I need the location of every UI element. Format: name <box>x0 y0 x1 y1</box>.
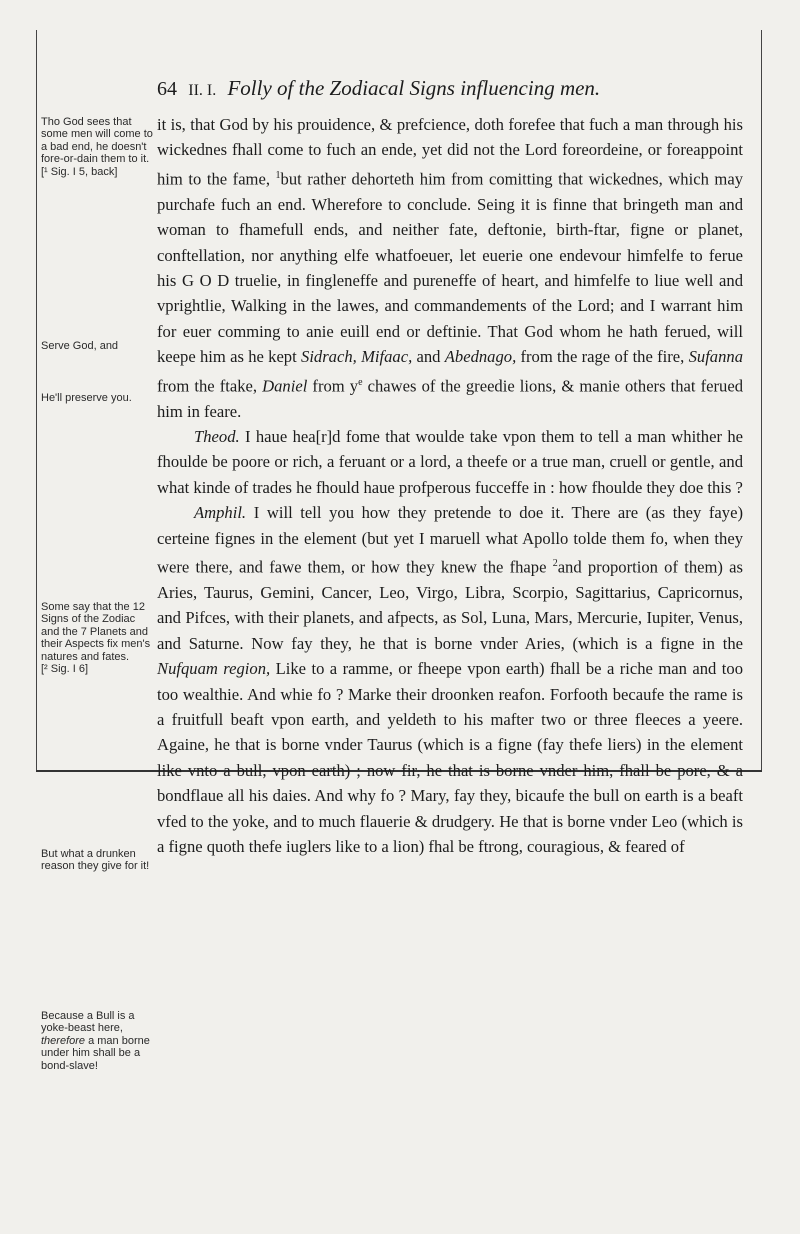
text-run: and <box>412 347 445 367</box>
running-header <box>157 76 757 101</box>
margin-note-text: Because a Bull is a yoke-beast here, <box>41 1010 135 1035</box>
paragraph <box>157 424 743 500</box>
margin-note-1 <box>41 116 153 178</box>
margin-note-text: Tho God sees that some men will come to a bad end, he doesn't fore-or-dain them to it. <box>41 116 153 166</box>
italic-phrase: Nufquam region, <box>157 659 271 679</box>
margin-note-text-continued: a man borne under him shall be a bond-slave! <box>41 1034 150 1072</box>
margin-note-3 <box>41 392 153 404</box>
note-marker: 2 <box>552 557 558 569</box>
text-run: chawes of the greedie lions, & manie others that ferued him in feare. <box>157 376 743 421</box>
text-run: Like to a ramme, or fheepe vpon earth) fhall be a riche man and too too wealthie. And whie fo ? Marke their droonken reafon. Forfooth becaufe the rame is a fruitfull beaft vpon earth, and yeldeth to his mafter two or three fleeces a yeere. Againe, he that is borne vnder Taurus (which is a figne (fay thefe liers) in the element like vnto a bull, vpon earth) ; now fir, he that is borne vnder him, fhall be pore, & a bondflaue all his daies. And why fo ? Mary, fay they, bicaufe the bull on earth is a beaft vfed to the yoke, and to much flauerie & drudgery. He that is borne vnder Leo (which is a figne quoth thefe iuglers like to a lion) fhal be ftrong, couragious, & feared of <box>157 659 743 856</box>
margin-note-6 <box>41 1010 153 1072</box>
section-number: II. I. <box>188 82 217 99</box>
text-run: from the rage of the fire, <box>516 347 689 367</box>
superscript: e <box>358 376 363 388</box>
note-marker: 1 <box>275 169 281 181</box>
italic-name: Abednago, <box>444 347 517 367</box>
paragraph <box>157 500 743 859</box>
speaker-name: Theod. <box>194 426 240 446</box>
margin-note-text: Serve God, and <box>41 340 119 352</box>
signature-reference: [² Sig. I 6] <box>41 663 89 676</box>
margin-note-italic: therefore <box>41 1034 86 1047</box>
italic-name: Sidrach, Mifaac, <box>301 347 413 367</box>
speaker-name: Amphil. <box>194 503 247 523</box>
paragraph <box>157 112 743 424</box>
margin-note-text: He'll preserve you. <box>41 392 132 404</box>
signature-reference: [¹ Sig. I 5, back] <box>41 165 118 178</box>
margin-note-4 <box>41 601 153 675</box>
italic-name: Daniel <box>262 376 308 396</box>
margin-note-5 <box>41 848 153 873</box>
text-run: it is, that God by his prouidence, & prefcience, doth forefee that fuch a man through his wickednes fhall come to fuch an ende, yet did not the Lord foreordeine, or foreappoint him to the fame, <box>157 115 743 189</box>
margin-note-2 <box>41 340 153 352</box>
italic-name: Sufanna <box>688 347 743 367</box>
main-text <box>157 112 743 859</box>
text-run: but rather dehorteth him from comitting that wickednes, which may purchafe fuch an end. Wherefore to conclude. Seing it is finne that bringeth man and woman to fhamefull ends, and neither fate, deftonie, birth-ftar, figne or planet, conftellation, nor anything elfe whatfoeuer, let euerie one endevour himfelfe to ferue his G O D truelie, in fingleneffe and pureneffe of heart, and himfelfe to liue well and vprightlie, Walking in the lawes, and commandements of the Lord; and I warrant him for euer comming to anie euill end or deftinie. That God whom he hath ferued, will keepe him as he kept <box>157 169 743 367</box>
text-run: from the ftake, <box>157 376 263 396</box>
margin-note-text: But what a drunken reason they give for it! <box>41 848 150 873</box>
text-run: I haue hea[r]d fome that woulde take vpon them to tell a man whither he fhoulde be poore or rich, a feruant or a lord, a theefe or a true man, cruell or gentle, and what kinde of trades he fhould haue profperous fucceffe in : how fhoulde they doe this ? <box>157 426 743 497</box>
text-run: and proportion of them) as Aries, Taurus, Gemini, Cancer, Leo, Virgo, Libra, Scorpio, Sagittarius, Capricornus, and Pifces, with their planets, and afpects, as Sol, Luna, Mars, Mercurie, Iupiter, Venus, and Saturne. Now fay they, he that is borne vnder Aries, (which is a figne in the <box>157 557 743 653</box>
page-number: 64 <box>157 78 177 100</box>
text-run: I will tell you how they pretende to doe it. There are (as they faye) certeine fignes in the element (but yet I maruell what Apollo tolde them fo, when they were there, and fawe them, or how they knew the fhape <box>157 503 743 577</box>
text-run: from y <box>307 376 359 396</box>
margin-note-text: Some say that the 12 Signs of the Zodiac and the 7 Planets and their Aspects fix men's natures and fates. <box>41 601 151 663</box>
page-title: Folly of the Zodiacal Signs influencing men. <box>227 76 601 100</box>
